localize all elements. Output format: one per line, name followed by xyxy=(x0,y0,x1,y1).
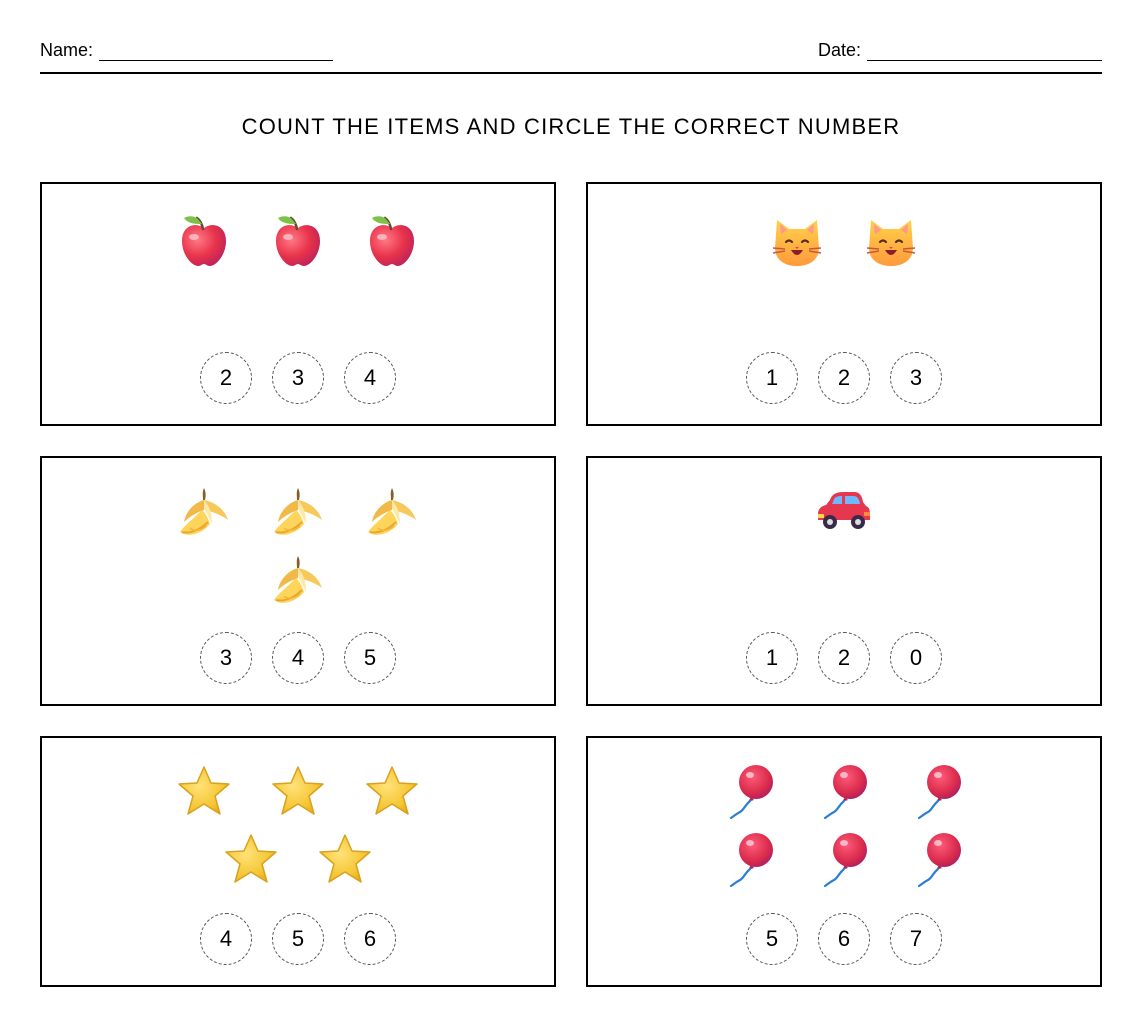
apple-icon xyxy=(270,212,326,268)
name-label: Name: xyxy=(40,40,94,60)
item-group xyxy=(42,758,554,894)
answer-option[interactable]: 5 xyxy=(272,913,324,965)
item-group xyxy=(588,206,1100,274)
answer-options xyxy=(588,913,1100,965)
apple-icon xyxy=(176,212,232,268)
item-row xyxy=(176,758,420,826)
item-row xyxy=(176,206,420,274)
answer-option[interactable]: 0 xyxy=(890,632,942,684)
counting-card-bananas xyxy=(40,456,556,706)
answer-options xyxy=(42,352,554,404)
star-icon xyxy=(364,764,420,820)
item-row xyxy=(722,826,966,894)
star-icon xyxy=(176,764,232,820)
answer-option[interactable]: 7 xyxy=(890,913,942,965)
answer-option[interactable]: 6 xyxy=(344,913,396,965)
star-icon xyxy=(317,832,373,888)
balloon-icon xyxy=(910,764,966,820)
banana-icon xyxy=(364,484,420,540)
name-blank-line[interactable] xyxy=(99,41,333,61)
banana-icon xyxy=(270,552,326,608)
banana-icon xyxy=(176,484,232,540)
balloon-icon xyxy=(722,832,778,888)
balloon-icon xyxy=(910,832,966,888)
date-field[interactable] xyxy=(818,40,1102,61)
balloon-icon xyxy=(816,764,872,820)
answer-options xyxy=(42,913,554,965)
answer-options xyxy=(588,632,1100,684)
item-group xyxy=(588,758,1100,894)
answer-option[interactable]: 1 xyxy=(746,352,798,404)
answer-option[interactable]: 5 xyxy=(746,913,798,965)
answer-option[interactable]: 4 xyxy=(200,913,252,965)
answer-option[interactable]: 3 xyxy=(200,632,252,684)
counting-card-stars xyxy=(40,736,556,987)
counting-card-apples xyxy=(40,182,556,426)
counting-card-car xyxy=(586,456,1102,706)
answer-option[interactable]: 3 xyxy=(890,352,942,404)
answer-option[interactable]: 2 xyxy=(818,632,870,684)
answer-option[interactable]: 6 xyxy=(818,913,870,965)
balloon-icon xyxy=(722,764,778,820)
answer-options xyxy=(588,352,1100,404)
counting-card-balloons xyxy=(586,736,1102,987)
name-field[interactable] xyxy=(40,40,333,61)
answer-option[interactable]: 5 xyxy=(344,632,396,684)
cat-face-icon xyxy=(863,212,919,268)
car-icon xyxy=(816,484,872,540)
item-group xyxy=(42,206,554,274)
worksheet-header xyxy=(40,38,1102,74)
item-row xyxy=(223,826,373,894)
item-group xyxy=(588,478,1100,546)
item-row xyxy=(769,206,919,274)
banana-icon xyxy=(270,484,326,540)
answer-option[interactable]: 4 xyxy=(344,352,396,404)
balloon-icon xyxy=(816,832,872,888)
date-blank-line[interactable] xyxy=(867,41,1102,61)
item-row xyxy=(722,758,966,826)
answer-option[interactable]: 2 xyxy=(200,352,252,404)
apple-icon xyxy=(364,212,420,268)
cat-face-icon xyxy=(769,212,825,268)
answer-options xyxy=(42,632,554,684)
answer-option[interactable]: 3 xyxy=(272,352,324,404)
star-icon xyxy=(270,764,326,820)
item-row xyxy=(816,478,872,546)
answer-option[interactable]: 1 xyxy=(746,632,798,684)
counting-card-cats xyxy=(586,182,1102,426)
page-title: COUNT THE ITEMS AND CIRCLE THE CORRECT NUMBER xyxy=(241,114,901,139)
item-row xyxy=(270,546,326,614)
answer-option[interactable]: 4 xyxy=(272,632,324,684)
item-row xyxy=(176,478,420,546)
answer-option[interactable]: 2 xyxy=(818,352,870,404)
date-label: Date: xyxy=(817,40,861,60)
item-group xyxy=(42,478,554,614)
star-icon xyxy=(223,832,279,888)
